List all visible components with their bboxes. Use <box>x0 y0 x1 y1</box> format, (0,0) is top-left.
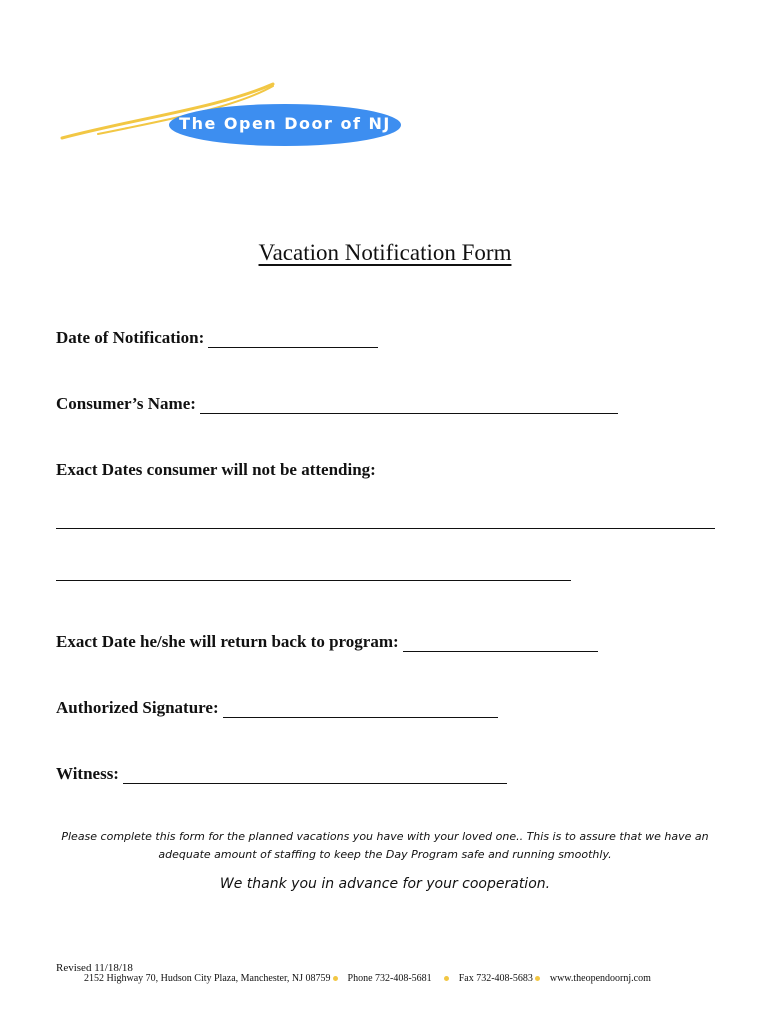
footer-address: 2152 Highway 70, Hudson City Plaza, Manchester, NJ 08759 <box>84 973 331 984</box>
footer-phone: Phone 732-408-5681 <box>347 973 432 984</box>
consumer-name-label: Consumer’s Name: <box>56 394 196 413</box>
witness-field <box>56 764 507 784</box>
date-of-notification-label: Date of Notification: <box>56 328 205 347</box>
revision-date: Revised 11/18/18 <box>56 962 133 974</box>
witness-line[interactable] <box>123 765 507 784</box>
authorized-signature-line[interactable] <box>223 699 498 718</box>
return-date-label: Exact Date he/she will return back to program: <box>56 632 399 651</box>
witness-label: Witness: <box>56 764 119 783</box>
exact-dates-field <box>56 460 376 480</box>
authorized-signature-field <box>56 698 498 718</box>
thank-you-message: We thank you in advance for your cooperation. <box>219 876 551 892</box>
exact-dates-label: Exact Dates consumer will not be attending: <box>56 460 376 479</box>
instruction-note: Please complete this form for the planned vacations you have with your loved one.. This is to assure that we have an adequate amount of staffing to keep the Day Program safe and running smoothly. <box>61 830 709 861</box>
bullet-icon <box>333 976 338 981</box>
authorized-signature-label: Authorized Signature: <box>56 698 219 717</box>
logo-text: The Open Door of NJ <box>179 114 391 133</box>
bullet-icon <box>535 976 540 981</box>
bullet-icon <box>444 976 449 981</box>
exact-dates-line-1[interactable] <box>56 528 715 529</box>
exact-dates-line-2[interactable] <box>56 580 571 581</box>
date-of-notification-field <box>56 328 378 348</box>
organization-logo <box>58 78 418 158</box>
consumer-name-field <box>56 394 618 414</box>
return-date-line[interactable] <box>403 633 598 652</box>
footer-contact <box>84 973 651 984</box>
footer-fax: Fax 732-408-5683 <box>458 973 533 984</box>
date-of-notification-line[interactable] <box>208 329 378 348</box>
footer-website: www.theopendoornj.com <box>549 973 651 984</box>
consumer-name-line[interactable] <box>200 395 618 414</box>
return-date-field <box>56 632 598 652</box>
form-title: Vacation Notification Form <box>258 240 512 265</box>
